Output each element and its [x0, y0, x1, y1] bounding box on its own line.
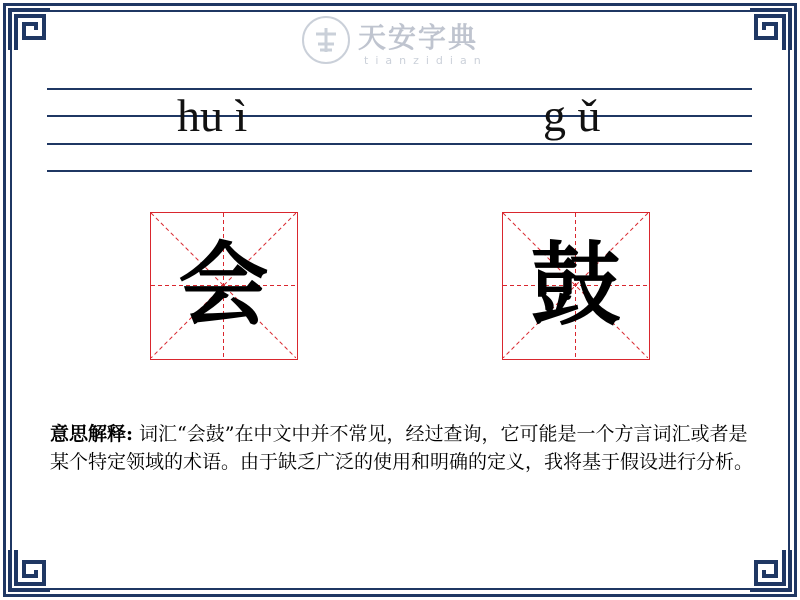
staff-line	[47, 143, 752, 145]
corner-ornament-icon	[8, 548, 52, 592]
site-logo	[302, 14, 502, 70]
staff-line	[47, 88, 752, 90]
corner-ornament-icon	[748, 8, 792, 52]
meaning-label: 意思解释:	[50, 423, 134, 445]
corner-ornament-icon	[8, 8, 52, 52]
meaning-text: 词汇“会鼓”在中文中并不常见，经过查询，它可能是一个方言词汇或者是某个特定领域的术语。由于缺乏广泛的使用和明确的定义，我将基于假设进行分析。	[50, 423, 754, 473]
pinyin-staff	[47, 88, 752, 172]
logo-seal-icon	[302, 16, 350, 64]
staff-line	[47, 170, 752, 172]
character-2: 鼓	[530, 233, 621, 338]
character-box-2	[502, 212, 650, 360]
logo-subtitle: tianzidian	[364, 54, 488, 67]
pinyin-1: hu ì	[177, 90, 248, 141]
pinyin-2: g ǔ	[543, 90, 601, 141]
staff-line	[47, 115, 752, 117]
character-1: 会	[178, 233, 269, 338]
character-box-1	[150, 212, 298, 360]
meaning-paragraph	[50, 420, 755, 476]
corner-ornament-icon	[748, 548, 792, 592]
logo-title: 天安字典	[358, 21, 479, 54]
